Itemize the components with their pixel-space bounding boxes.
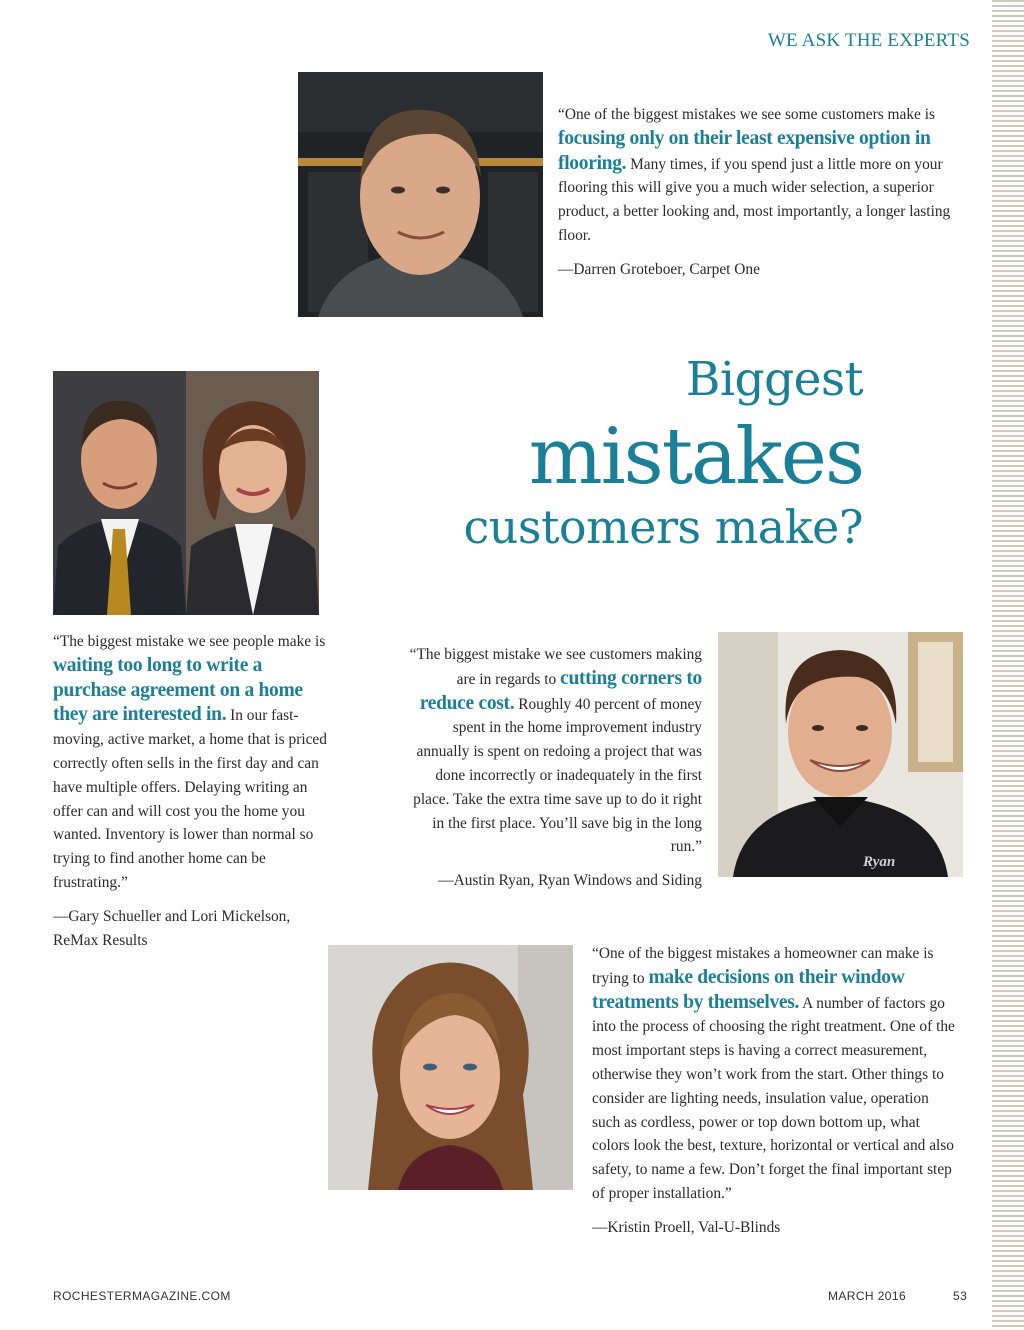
quote-body bbox=[592, 942, 958, 1206]
quote-body bbox=[558, 103, 963, 248]
photo-kristin-proell bbox=[328, 945, 573, 1190]
quote-attribution: —Austin Ryan, Ryan Windows and Siding bbox=[438, 872, 702, 890]
quote-text-post: Roughly 40 percent of money spent in the home improvement industry annually is spent on redoing a project that was done incorrectly or inadequately in the first place. Take the extra time save up to do it right in the first place. You’ll save big in the long run.” bbox=[413, 695, 702, 856]
quote-attribution: —Gary Schueller and Lori Mickelson, ReMax Results bbox=[53, 907, 291, 949]
footer-site: ROCHESTERMAGAZINE.COM bbox=[53, 1289, 231, 1303]
photo-austin-ryan bbox=[718, 632, 963, 877]
quote-body bbox=[404, 643, 702, 859]
heading-line-mistakes: mistakes bbox=[528, 412, 863, 502]
heading-line-biggest: Biggest bbox=[685, 352, 863, 407]
photo-darren-groteboer bbox=[298, 72, 543, 317]
quote-text-pre: “One of the biggest mistakes we see some customers make is bbox=[558, 106, 935, 123]
section-label: WE ASK THE EXPERTS bbox=[767, 30, 970, 51]
decorative-stripe-border bbox=[992, 0, 1024, 1330]
shirt-logo-text: Ryan bbox=[863, 854, 896, 870]
quote-highlight: focusing only on their least expensive option in flooring. bbox=[558, 127, 931, 174]
quote-attribution: —Darren Groteboer, Carpet One bbox=[558, 260, 760, 278]
heading-line-customers-make: customers make? bbox=[463, 500, 863, 554]
quote-text-pre: “The biggest mistake we see customers making are in regards to bbox=[409, 646, 702, 688]
quote-text-post: Many times, if you spend just a little more on your flooring this will give you a much wider selection, a superior product, a better looking and, most importantly, a longer lasting floor. bbox=[558, 155, 951, 244]
quote-austin bbox=[404, 643, 702, 893]
quote-attribution: —Kristin Proell, Val-U-Blinds bbox=[592, 1218, 781, 1236]
quote-text-pre: “One of the biggest mistakes a homeowner can make is trying to bbox=[592, 945, 934, 987]
quote-body bbox=[53, 630, 331, 895]
quote-darren bbox=[558, 103, 963, 282]
quote-kristin bbox=[592, 942, 958, 1240]
quote-text-post: A number of factors go into the process of choosing the right treatment. One of the most important steps is having a correct measurement, otherwise they won’t work from the start. Other things to consider are lighting needs, insulation value, operation such as cordless, power or top down bottom up, what colors look the best, texture, horizontal or vertical and also safety, to name a few. Don’t forget the final important step of proper installation.” bbox=[592, 994, 955, 1202]
photo-gary-schueller-lori-mickelson bbox=[53, 371, 319, 615]
quote-highlight: make decisions on their window treatments by themselves. bbox=[592, 966, 905, 1013]
footer-issue: MARCH 2016 bbox=[828, 1289, 907, 1303]
quote-highlight: cutting corners to reduce cost. bbox=[419, 667, 702, 714]
quote-text-pre: “The biggest mistake we see people make is bbox=[53, 633, 326, 650]
quote-text-post: In our fast-moving, active market, a home that is priced correctly often sells in the first day and can have multiple offers. Delaying writing an offer can and will cost you the home you wanted. Inventory is lower than normal so trying to find another home can be frustrating.” bbox=[53, 707, 327, 891]
quote-gary bbox=[53, 630, 331, 952]
footer-page-number: 53 bbox=[953, 1289, 968, 1303]
quote-highlight: waiting too long to write a purchase agreement on a home they are interested in. bbox=[53, 654, 303, 726]
